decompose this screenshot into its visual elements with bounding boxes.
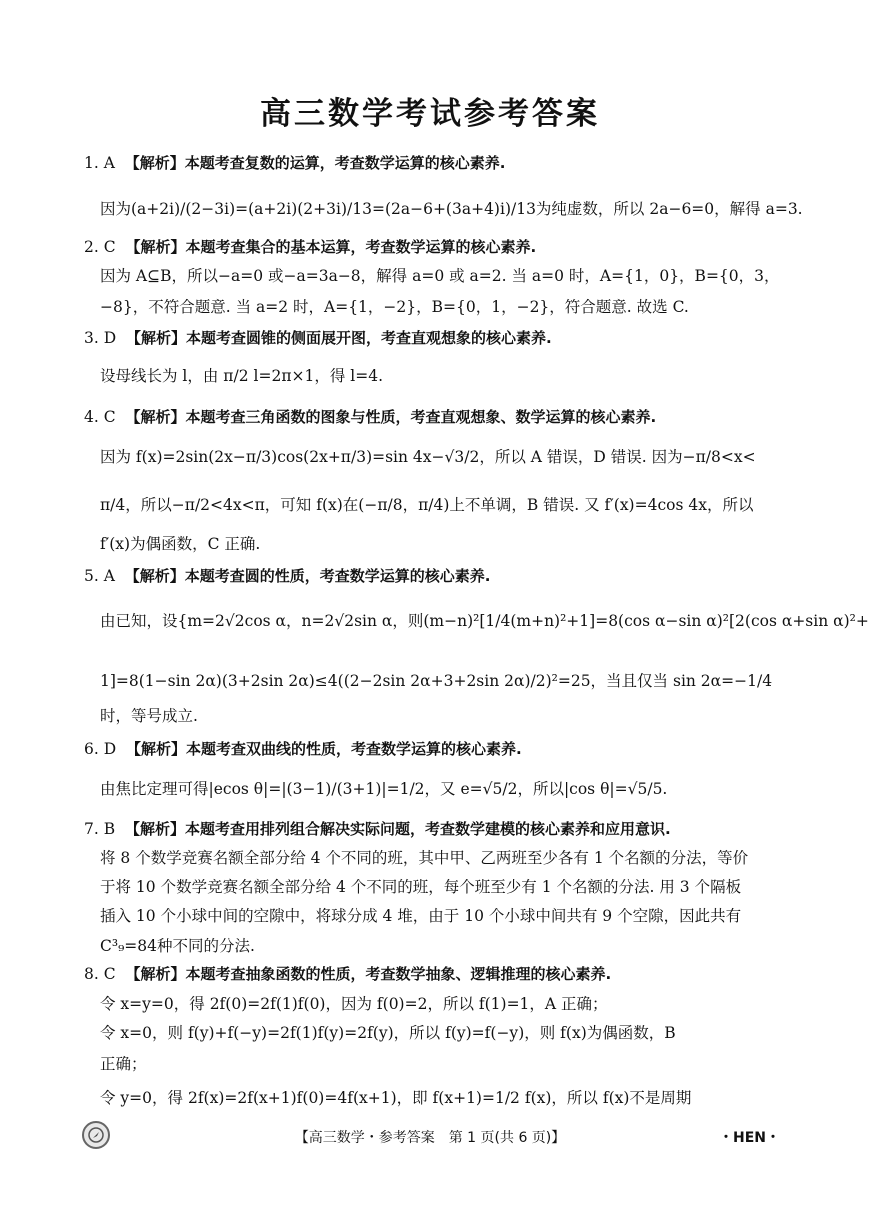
solution-line: 令 x=y=0，得 2f(0)=2f(1)f(0)，因为 f(0)=2，所以 f(1)=1，A 正确； xyxy=(100,995,608,1013)
analysis-note: 【解析】本题考查抽象函数的性质，考查数学抽象、逻辑推理的核心素养. xyxy=(125,965,612,983)
page-title: 高三数学考试参考答案 xyxy=(260,96,600,132)
question-heading xyxy=(84,327,774,349)
answer-number: 8. C xyxy=(84,965,116,983)
solution-line: 时，等号成立. xyxy=(100,707,198,725)
question-heading xyxy=(84,738,774,760)
analysis-note: 【解析】本题考查双曲线的性质，考查数学运算的核心素养. xyxy=(126,740,522,758)
answer-number: 2. C xyxy=(84,238,116,256)
solution-line: 于将 10 个数学竞赛名额全部分给 4 个不同的班，每个班至少有 1 个名额的分法. 用 3 个隔板 xyxy=(100,878,742,896)
solution-line: C³₉=84种不同的分法. xyxy=(100,937,255,955)
analysis-note: 【解析】本题考查复数的运算，考查数学运算的核心素养. xyxy=(124,154,506,172)
solution-line: 插入 10 个小球中间的空隙中，将球分成 4 堆，由于 10 个小球中间共有 9 个空隙，因此共有 xyxy=(100,907,742,925)
analysis-note: 【解析】本题考查圆锥的侧面展开图，考查直观想象的核心素养. xyxy=(126,329,552,347)
answer-number: 4. C xyxy=(84,408,116,426)
question-heading xyxy=(84,963,774,985)
analysis-note: 【解析】本题考查用排列组合解决实际问题，考查数学建模的核心素养和应用意识. xyxy=(124,820,671,838)
solution-line: 因为 A⊆B，所以−a=0 或−a=3a−8，解得 a=0 或 a=2. 当 a=0 时，A={1，0}，B={0，3， xyxy=(100,267,780,285)
page-footer xyxy=(0,1121,860,1151)
answer-number: 6. D xyxy=(84,740,117,758)
question-heading xyxy=(84,152,774,174)
analysis-note: 【解析】本题考查圆的性质，考查数学运算的核心素养. xyxy=(124,567,491,585)
solution-line: f′(x)为偶函数，C 正确. xyxy=(100,535,261,553)
question-heading xyxy=(84,236,774,258)
solution-line: π/4，所以−π/2<4x<π，可知 f(x)在(−π/8，π/4)上不单调，B 错误. 又 f′(x)=4cos 4x，所以 xyxy=(100,496,754,514)
solution-line: 正确； xyxy=(100,1055,147,1073)
solution-line: 令 x=0，则 f(y)+f(−y)=2f(1)f(y)=2f(y)，所以 f(y)=f(−y)，则 f(x)为偶函数，B xyxy=(100,1024,676,1042)
answer-number: 1. A xyxy=(84,154,115,172)
solution-line: 因为 f(x)=2sin(2x−π/3)cos(2x+π/3)=sin 4x−√3/2，所以 A 错误，D 错误. 因为−π/8<x< xyxy=(100,448,756,466)
analysis-note: 【解析】本题考查三角函数的图象与性质，考查直观想象、数学运算的核心素养. xyxy=(125,408,657,426)
footer-code: ・HEN・ xyxy=(719,1130,780,1146)
solution-line: 设母线长为 l，由 π/2 l=2π×1，得 l=4. xyxy=(100,367,384,385)
solution-line: 1]=8(1−sin 2α)(3+2sin 2α)≤4((2−2sin 2α+3+2sin 2α)/2)²=25，当且仅当 sin 2α=−1/4 xyxy=(100,672,773,690)
solution-line: −8}，不符合题意. 当 a=2 时，A={1，−2}，B={0，1，−2}，符合题意. 故选 C. xyxy=(100,298,689,316)
solution-line: 由焦比定理可得|ecos θ|=|(3−1)/(3+1)|=1/2，又 e=√5/2，所以|cos θ|=√5/5. xyxy=(100,780,668,798)
answer-number: 7. B xyxy=(84,820,116,838)
answer-number: 5. A xyxy=(84,567,115,585)
answer-number: 3. D xyxy=(84,329,117,347)
analysis-note: 【解析】本题考查集合的基本运算，考查数学运算的核心素养. xyxy=(125,238,537,256)
solution-line: 将 8 个数学竞赛名额全部分给 4 个不同的班，其中甲、乙两班至少各有 1 个名额的分法，等价 xyxy=(100,849,749,867)
question-heading xyxy=(84,818,774,840)
solution-line: 由已知，设{m=2√2cos α，n=2√2sin α，则(m−n)²[1/4(m+n)²+1]=8(cos α−sin α)²[2(cos α+sin α)²+ xyxy=(100,612,869,630)
solution-line: 令 y=0，得 2f(x)=2f(x+1)f(0)=4f(x+1)，即 f(x+1)=1/2 f(x)，所以 f(x)不是周期 xyxy=(100,1089,692,1107)
question-heading xyxy=(84,406,774,428)
question-heading xyxy=(84,565,774,587)
solution-line: 因为(a+2i)/(2−3i)=(a+2i)(2+3i)/13=(2a−6+(3a+4)i)/13为纯虚数，所以 2a−6=0，解得 a=3. xyxy=(100,200,803,218)
footer-page-info: 【高三数学・参考答案 第 1 页(共 6 页)】 xyxy=(294,1130,566,1146)
